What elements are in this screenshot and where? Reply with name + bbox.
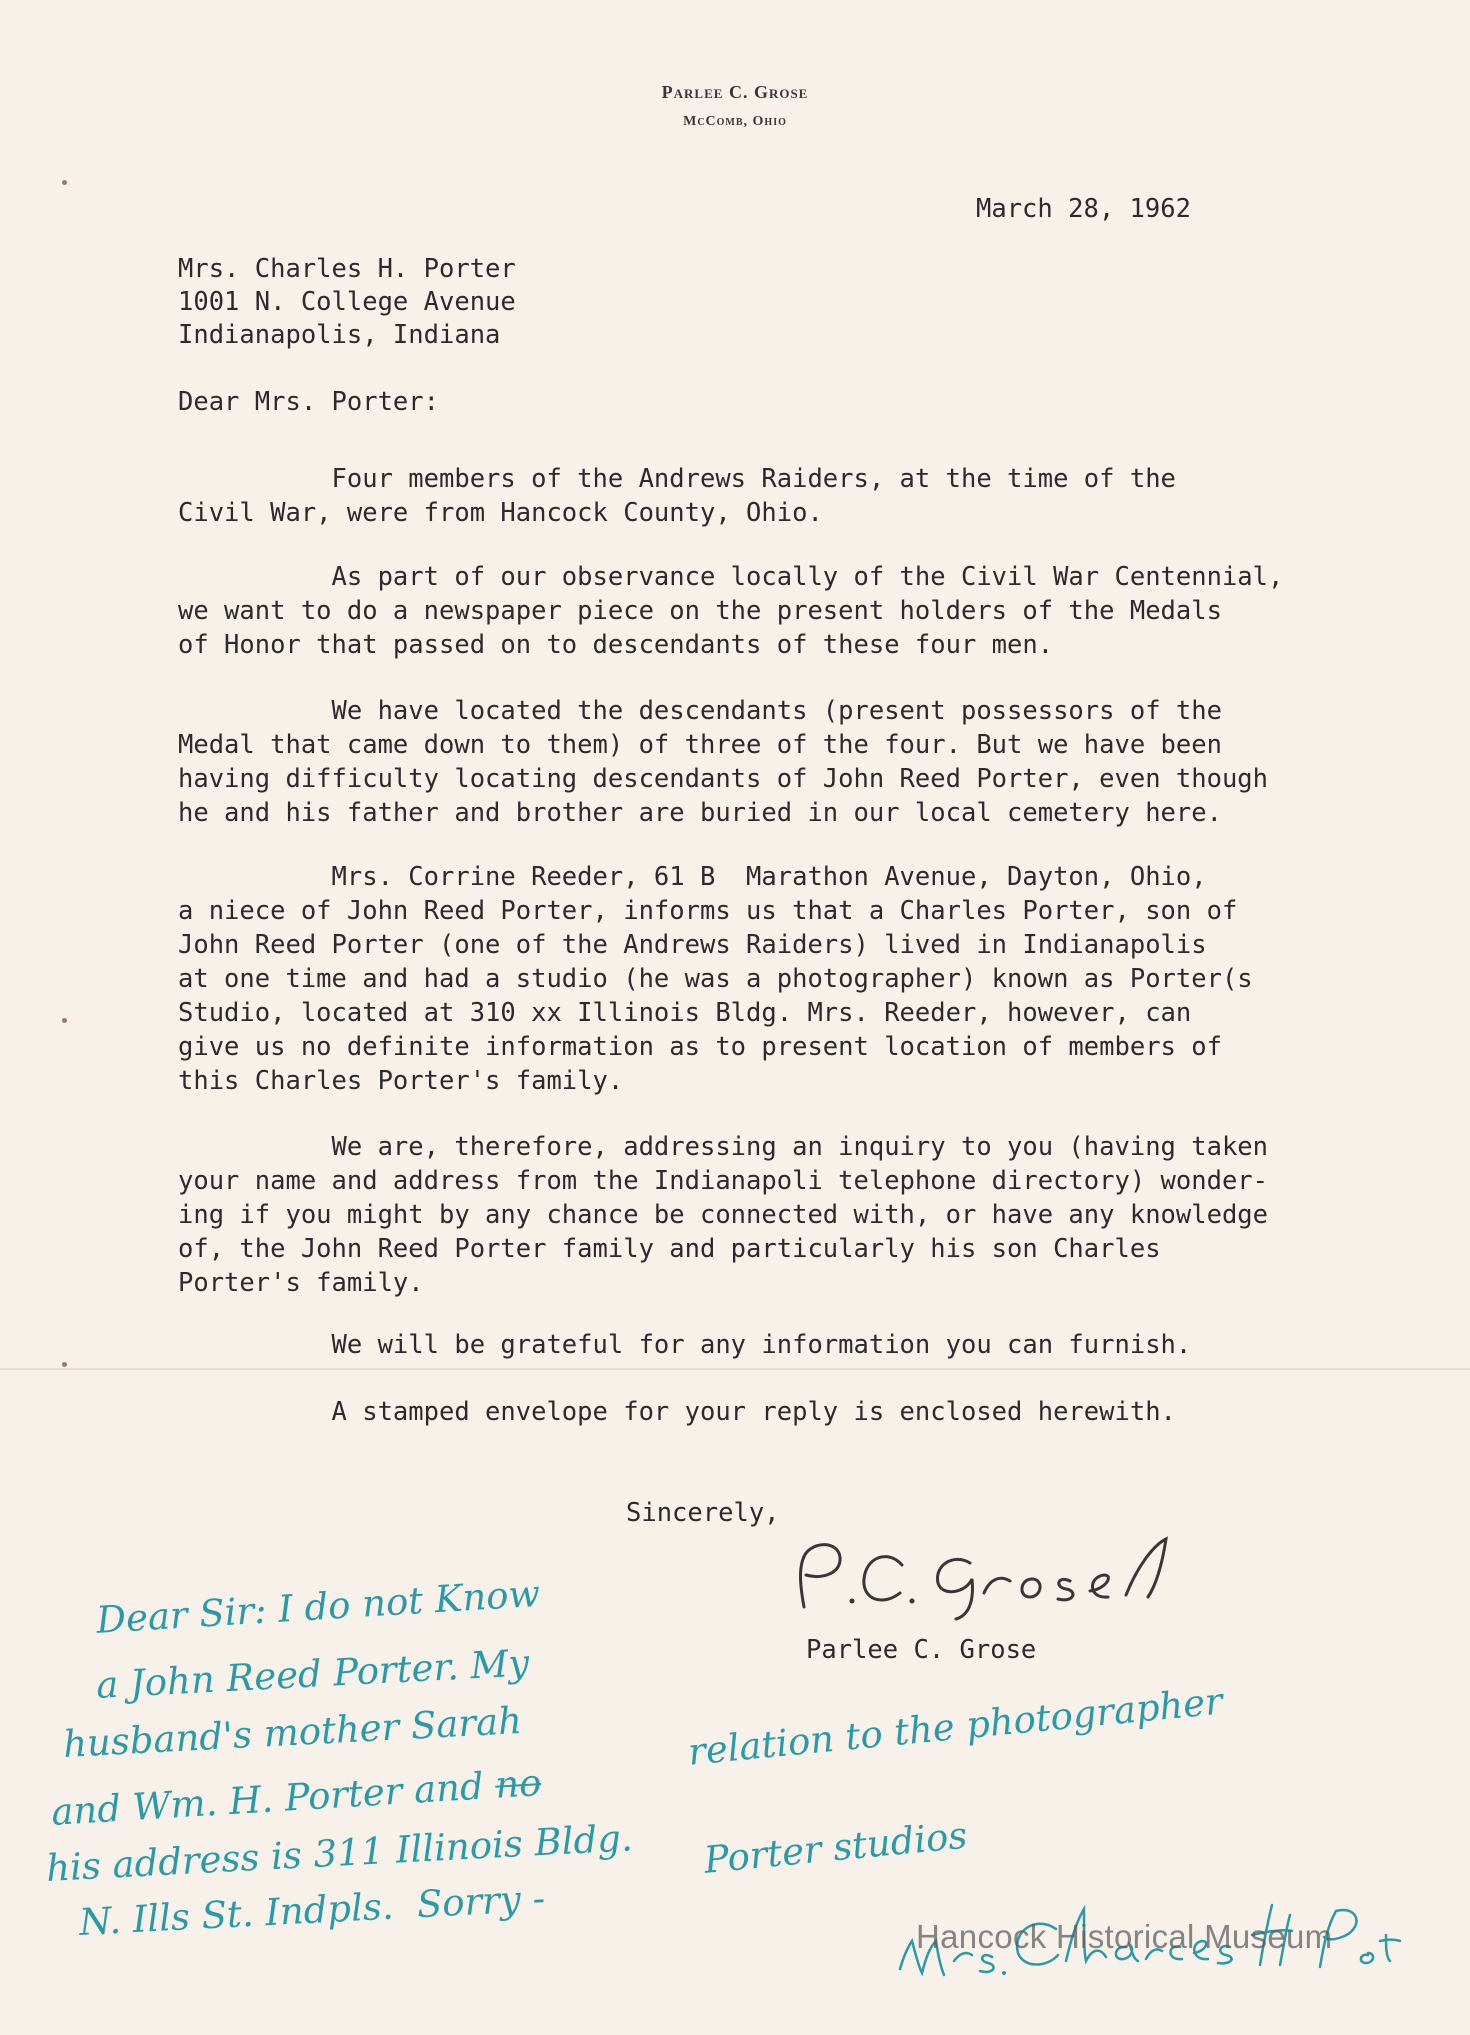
body-paragraph: As part of our observance locally of the Civil War Centennial, we want to do a newspaper piece on the present holders of the Medals of Honor that passed on to descendants of these four men. <box>178 562 1284 660</box>
body-paragraph: We have located the descendants (present possessors of the Medal that came down to them) of three of the four. But we have been having difficulty locating descendants of John Reed Porter, even though he and his father and brother are buried in our local cemetery here. <box>178 696 1269 828</box>
body-paragraph: We will be grateful for any information you can furnish. <box>178 1330 1192 1360</box>
typed-signature: Parlee C. Grose <box>806 1635 1037 1665</box>
letterhead-name: Parlee C. Grose <box>661 82 809 102</box>
handwritten-note-line: husband's mother Sarah <box>62 1698 523 1766</box>
salutation: Dear Mrs. Porter: <box>178 387 439 417</box>
handwritten-note-line: his address is 311 Illinois Bldg. <box>45 1816 634 1890</box>
closing: Sincerely, <box>626 1498 780 1528</box>
letter-date: March 28, 1962 <box>976 194 1191 224</box>
handwritten-note-line: N. Ills St. Indpls. Sorry - <box>78 1876 547 1944</box>
paper-mark <box>62 180 67 185</box>
struck-out-word: no <box>493 1761 543 1807</box>
body-paragraph: A stamped envelope for your reply is enclosed herewith. <box>178 1397 1176 1427</box>
recipient-city: Indianapolis, Indiana <box>178 320 501 350</box>
body-paragraph: Mrs. Corrine Reeder, 61 B Marathon Avenue, Dayton, Ohio, a niece of John Reed Porter, informs us that a Charles Porter, son of John Reed Porter (one of the Andrews Raiders) lived in Indianapolis at one time and had a studio (he was a photographer) known as Porter(s Studio, located at 310 xx Illinois Bldg. Mrs. Reeder, however, can give us no definite information as to present location of members of this Charles Porter's family. <box>178 862 1253 1096</box>
handwritten-note-line: relation to the photographer <box>686 1679 1225 1774</box>
handwritten-note-line: Dear Sir: I do not Know <box>95 1571 542 1642</box>
handwritten-signature-grose <box>770 1535 1230 1625</box>
paper-mark <box>62 1018 67 1023</box>
body-paragraph: We are, therefore, addressing an inquiry to you (having taken your name and address from the Indianapoli telephone directory) wonder- ing if you might by any chance be connected with, or have any knowledge of, the John Reed Porter family and particularly his son Charles Porter's family. <box>178 1132 1269 1298</box>
handwritten-note-text: and Wm. H. Porter and <box>50 1763 497 1834</box>
handwritten-note-line: a John Reed Porter. My <box>95 1641 531 1707</box>
handwritten-note-line: Porter studios <box>702 1813 970 1882</box>
recipient-name: Mrs. Charles H. Porter <box>178 254 516 284</box>
recipient-street: 1001 N. College Avenue <box>178 287 516 317</box>
paper-fold-line <box>0 1368 1470 1370</box>
body-paragraph: Four members of the Andrews Raiders, at the time of the Civil War, were from Hancock County, Ohio. <box>178 464 1176 528</box>
letterhead-place: McComb, Ohio <box>683 114 787 129</box>
paper-mark <box>62 1362 67 1367</box>
museum-watermark: Hancock Historical Museum <box>916 1918 1333 1955</box>
